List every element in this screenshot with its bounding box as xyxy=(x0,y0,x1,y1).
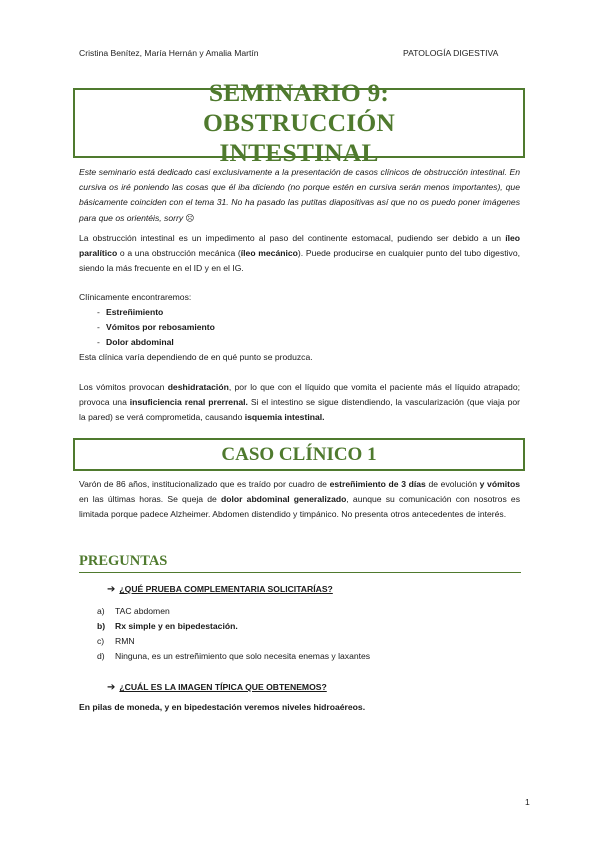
clinical-intro: Clínicamente encontraremos: xyxy=(79,292,192,302)
bold-term: íleo mecánico xyxy=(240,248,298,259)
option-text: RMN xyxy=(115,636,135,646)
arrow-right-icon: ➔ xyxy=(107,584,116,595)
header-subject: PATOLOGÍA DIGESTIVA xyxy=(403,48,499,58)
option-item xyxy=(97,619,370,634)
page-title: SEMINARIO 9: OBSTRUCCIÓN INTESTINAL xyxy=(202,78,396,167)
bold-term: isquemia intestinal. xyxy=(244,412,325,423)
option-item xyxy=(97,604,370,619)
list-item-label: Estreñimiento xyxy=(106,307,164,317)
question-1-options xyxy=(97,604,370,664)
option-letter: a) xyxy=(97,606,105,616)
title-box xyxy=(73,78,525,167)
option-item xyxy=(97,649,370,664)
list-item-label: Vómitos por rebosamiento xyxy=(106,322,215,332)
option-text: Ninguna, es un estreñimiento que solo necesita enemas y laxantes xyxy=(115,651,371,661)
question-1 xyxy=(107,584,333,595)
text: Varón de 86 años, institucionalizado que es traído por cuadro de xyxy=(79,479,330,489)
option-letter: d) xyxy=(97,651,105,661)
case-title: CASO CLÍNICO 1 xyxy=(221,443,377,465)
header-authors: Cristina Benítez, María Hernán y Amalia Martín xyxy=(79,48,259,58)
text: de evolución xyxy=(425,479,480,489)
case-title-box xyxy=(73,438,525,471)
text: , por lo que con el líquido que vomita el paciente más el líquido atrapado; provoca una xyxy=(79,382,520,408)
intro-paragraph: Este seminario está dedicado casi exclusivamente a la presentación de casos clínicos de obstrucción intestinal. En cursiva os iré poniendo las cosas que él iba diciendo (no porque estén en cursiva serán menos importantes), que básicamente coinciden con el tema 31. No ha pasado las putitas diapositivas así que no os puedo poner imágenes para que os orientéis, sorry ☹ xyxy=(79,167,520,223)
bold-term: y vómitos xyxy=(479,479,521,489)
option-item xyxy=(97,634,370,649)
bold-term: íleo paralítico xyxy=(79,233,520,259)
questions-title: PREGUNTAS xyxy=(79,553,168,569)
text: Si el intestino se sigue distendiendo, la vascularización (que viaja por la pared) se verá comprometida, causando xyxy=(79,397,520,423)
clinical-note: Esta clínica varía dependiendo de en qué punto se produzca. xyxy=(79,352,313,362)
question-text: ¿QUÉ PRUEBA COMPLEMENTARIA SOLICITARÍAS? xyxy=(119,584,333,594)
arrow-right-icon: ➔ xyxy=(107,682,116,693)
text: en las últimas horas. Se queja de xyxy=(79,494,221,505)
bold-term: insuficiencia renal prerrenal. xyxy=(129,397,248,408)
option-letter: b) xyxy=(97,621,106,631)
text: Los vómitos provocan xyxy=(79,382,168,392)
bold-term: deshidratación xyxy=(167,382,229,392)
text: La obstrucción intestinal es un impedimento al paso del continente estomacal, pudiendo ser debido a un xyxy=(79,233,506,243)
text: , aunque su comunicación con nosotros es limitada porque padece Alzheimer. Abdomen distendido y timpánico. No presenta otros antecedentes de interés. xyxy=(79,494,520,520)
case-description xyxy=(79,477,520,523)
bold-term: dolor abdominal generalizado xyxy=(221,494,347,505)
bold-term: estreñimiento de 3 días xyxy=(329,479,426,489)
paragraph-vomiting xyxy=(79,380,520,426)
list-item: - Estreñimiento xyxy=(97,307,164,317)
list-item: - Dolor abdominal xyxy=(97,337,174,347)
question-2-answer: En pilas de moneda, y en bipedestación veremos niveles hidroaéreos. xyxy=(79,702,366,712)
page-number: 1 xyxy=(525,797,530,807)
list-item-label: Dolor abdominal xyxy=(106,337,174,347)
option-letter: c) xyxy=(97,636,105,646)
questions-heading xyxy=(79,552,521,573)
paragraph-definition xyxy=(79,231,520,277)
question-text: ¿CUÁL ES LA IMAGEN TÍPICA QUE OBTENEMOS? xyxy=(119,682,327,692)
option-text: TAC abdomen xyxy=(115,606,170,616)
text: o a una obstrucción mecánica ( xyxy=(117,248,241,259)
option-text: Rx simple y en bipedestación. xyxy=(115,621,238,631)
text: ). Puede producirse en cualquier punto del tubo digestivo, siendo la más frecuente en el ID y en el IG. xyxy=(79,248,521,274)
clinical-section xyxy=(79,290,313,365)
list-item: - Vómitos por rebosamiento xyxy=(97,322,215,332)
question-2 xyxy=(107,682,327,693)
